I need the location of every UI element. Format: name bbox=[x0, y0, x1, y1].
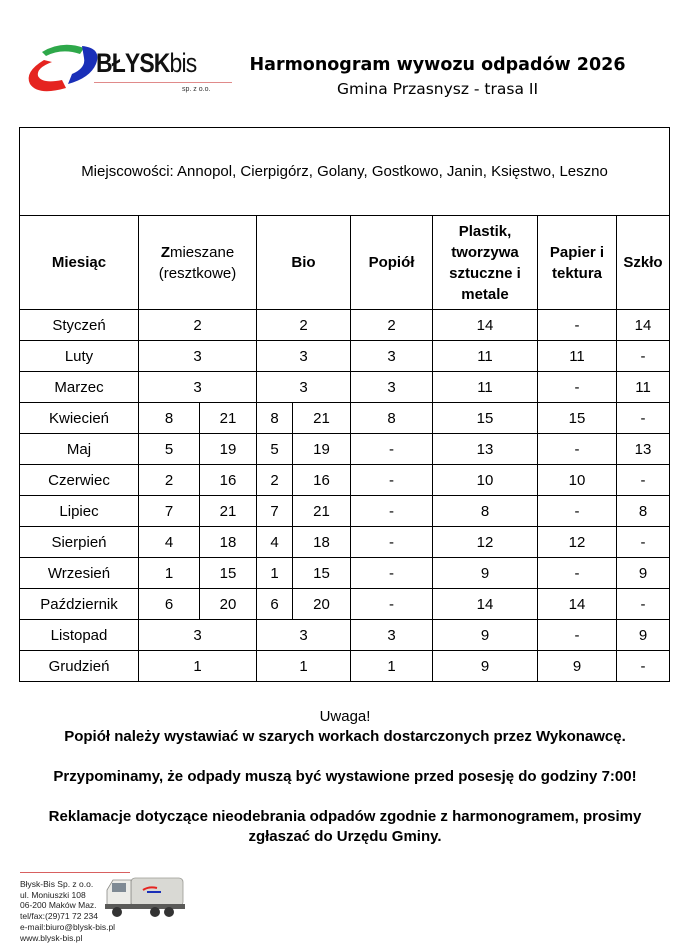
cell-mixed-2: 21 bbox=[200, 496, 257, 527]
cell-paper: - bbox=[538, 496, 617, 527]
cell-bio-1: 6 bbox=[257, 589, 293, 620]
cell-paper: - bbox=[538, 434, 617, 465]
cell-bio-1: 7 bbox=[257, 496, 293, 527]
cell-mixed-2: 20 bbox=[200, 589, 257, 620]
cell-plastic: 14 bbox=[433, 310, 538, 341]
cell-glass: 13 bbox=[617, 434, 670, 465]
cell-glass: 14 bbox=[617, 310, 670, 341]
complaints-note-line2: zgłaszać do Urzędu Gminy. bbox=[248, 828, 442, 845]
cell-bio-1: 4 bbox=[257, 527, 293, 558]
cell-month: Czerwiec bbox=[20, 465, 139, 496]
cell-mixed: 2 bbox=[139, 310, 257, 341]
cell-paper: 12 bbox=[538, 527, 617, 558]
cell-ash: 2 bbox=[351, 310, 433, 341]
cell-month: Październik bbox=[20, 589, 139, 620]
cell-bio-1: 5 bbox=[257, 434, 293, 465]
ash-note: Popiół należy wystawiać w szarych workach dostarczonych przez Wykonawcę. bbox=[64, 728, 626, 745]
cell-paper: 10 bbox=[538, 465, 617, 496]
cell-paper: 15 bbox=[538, 403, 617, 434]
cell-glass: - bbox=[617, 527, 670, 558]
cell-plastic: 10 bbox=[433, 465, 538, 496]
cell-plastic: 12 bbox=[433, 527, 538, 558]
cell-month: Grudzień bbox=[20, 651, 139, 682]
cell-glass: 9 bbox=[617, 620, 670, 651]
footer-website: www.blysk-bis.pl bbox=[20, 932, 83, 943]
cell-glass: - bbox=[617, 651, 670, 682]
cell-paper: 14 bbox=[538, 589, 617, 620]
cell-bio: 2 bbox=[257, 310, 351, 341]
company-footer bbox=[0, 862, 220, 947]
cell-mixed-1: 7 bbox=[139, 496, 200, 527]
footer-email: e-mail:biuro@blysk-bis.pl bbox=[20, 921, 116, 932]
logo-wordmark: BŁYSKbis bbox=[96, 48, 197, 78]
cell-ash: 8 bbox=[351, 403, 433, 434]
table-row bbox=[20, 558, 670, 589]
logo-swoosh-icon bbox=[22, 42, 102, 102]
cell-mixed-1: 4 bbox=[139, 527, 200, 558]
page-title: Harmonogram wywozu odpadów 2026 bbox=[249, 55, 626, 75]
page-subtitle: Gmina Przasnysz - trasa II bbox=[336, 80, 539, 98]
header-mixed: Zmieszane (resztkowe) bbox=[139, 216, 257, 310]
cell-plastic: 9 bbox=[433, 558, 538, 589]
table-row bbox=[20, 496, 670, 527]
cell-paper: - bbox=[538, 558, 617, 589]
table-row bbox=[20, 620, 670, 651]
header-ash: Popiół bbox=[351, 216, 433, 310]
cell-mixed-2: 15 bbox=[200, 558, 257, 589]
footer-company: Błysk-Bis Sp. z o.o. bbox=[20, 879, 94, 889]
cell-mixed-1: 1 bbox=[139, 558, 200, 589]
cell-month: Kwiecień bbox=[20, 403, 139, 434]
cell-glass: - bbox=[617, 589, 670, 620]
footer-contact bbox=[20, 879, 115, 943]
cell-bio: 3 bbox=[257, 341, 351, 372]
cell-paper: - bbox=[538, 310, 617, 341]
cell-mixed-2: 21 bbox=[200, 403, 257, 434]
header-plastic: Plastik, tworzywa sztuczne i metale bbox=[433, 216, 538, 310]
cell-mixed-2: 19 bbox=[200, 434, 257, 465]
header-glass: Szkło bbox=[617, 216, 670, 310]
cell-month: Lipiec bbox=[20, 496, 139, 527]
cell-month: Sierpień bbox=[20, 527, 139, 558]
table-row bbox=[20, 341, 670, 372]
cell-bio: 3 bbox=[257, 620, 351, 651]
cell-glass: 11 bbox=[617, 372, 670, 403]
cell-mixed-1: 8 bbox=[139, 403, 200, 434]
cell-glass: 9 bbox=[617, 558, 670, 589]
cell-ash: - bbox=[351, 465, 433, 496]
table-row bbox=[20, 372, 670, 403]
cell-mixed-2: 16 bbox=[200, 465, 257, 496]
cell-plastic: 15 bbox=[433, 403, 538, 434]
cell-bio-2: 18 bbox=[293, 527, 351, 558]
cell-month: Maj bbox=[20, 434, 139, 465]
cell-plastic: 13 bbox=[433, 434, 538, 465]
cell-plastic: 11 bbox=[433, 341, 538, 372]
table-row bbox=[20, 651, 670, 682]
logo-legal-form: sp. z o.o. bbox=[182, 86, 211, 93]
cell-ash: - bbox=[351, 589, 433, 620]
cell-bio: 3 bbox=[257, 372, 351, 403]
table-row bbox=[20, 589, 670, 620]
cell-mixed-2: 18 bbox=[200, 527, 257, 558]
cell-mixed: 3 bbox=[139, 341, 257, 372]
cell-bio-1: 2 bbox=[257, 465, 293, 496]
table-row bbox=[20, 434, 670, 465]
cell-bio-2: 16 bbox=[293, 465, 351, 496]
cell-mixed-1: 2 bbox=[139, 465, 200, 496]
reminder-note: Przypominamy, że odpady muszą być wystawione przed posesję do godziny 7:00! bbox=[53, 768, 637, 785]
cell-mixed: 1 bbox=[139, 651, 257, 682]
cell-plastic: 9 bbox=[433, 620, 538, 651]
table-row bbox=[20, 403, 670, 434]
table-row bbox=[20, 310, 670, 341]
cell-month: Wrzesień bbox=[20, 558, 139, 589]
cell-plastic: 14 bbox=[433, 589, 538, 620]
cell-ash: - bbox=[351, 527, 433, 558]
header-month: Miesiąc bbox=[20, 216, 139, 310]
cell-bio-1: 1 bbox=[257, 558, 293, 589]
cell-mixed-1: 6 bbox=[139, 589, 200, 620]
cell-ash: 3 bbox=[351, 620, 433, 651]
header-row bbox=[20, 216, 670, 310]
cell-mixed: 3 bbox=[139, 372, 257, 403]
cell-glass: 8 bbox=[617, 496, 670, 527]
cell-plastic: 11 bbox=[433, 372, 538, 403]
complaints-note-line1: Reklamacje dotyczące nieodebrania odpadów zgodnie z harmonogramem, prosimy bbox=[48, 808, 642, 825]
table-row bbox=[20, 527, 670, 558]
cell-month: Marzec bbox=[20, 372, 139, 403]
cell-month: Luty bbox=[20, 341, 139, 372]
logo-underline bbox=[94, 82, 232, 83]
cell-paper: 11 bbox=[538, 341, 617, 372]
cell-bio-2: 21 bbox=[293, 403, 351, 434]
schedule-table bbox=[19, 127, 670, 682]
cell-ash: 1 bbox=[351, 651, 433, 682]
header-bio: Bio bbox=[257, 216, 351, 310]
places-cell: Miejscowości: Annopol, Cierpigórz, Golany, Gostkowo, Janin, Księstwo, Leszno bbox=[20, 128, 670, 216]
cell-bio-2: 15 bbox=[293, 558, 351, 589]
cell-month: Styczeń bbox=[20, 310, 139, 341]
cell-bio-2: 19 bbox=[293, 434, 351, 465]
cell-plastic: 8 bbox=[433, 496, 538, 527]
notes-heading: Uwaga! bbox=[319, 708, 371, 725]
cell-ash: 3 bbox=[351, 372, 433, 403]
footer-street: ul. Moniuszki 108 bbox=[20, 889, 86, 900]
cell-plastic: 9 bbox=[433, 651, 538, 682]
cell-bio-2: 21 bbox=[293, 496, 351, 527]
garbage-truck-icon bbox=[103, 872, 188, 922]
cell-bio-2: 20 bbox=[293, 589, 351, 620]
cell-ash: 3 bbox=[351, 341, 433, 372]
company-logo bbox=[22, 42, 247, 102]
cell-mixed: 3 bbox=[139, 620, 257, 651]
notes-section bbox=[15, 707, 675, 847]
cell-glass: - bbox=[617, 341, 670, 372]
cell-paper: - bbox=[538, 372, 617, 403]
cell-glass: - bbox=[617, 465, 670, 496]
cell-paper: 9 bbox=[538, 651, 617, 682]
cell-glass: - bbox=[617, 403, 670, 434]
cell-paper: - bbox=[538, 620, 617, 651]
footer-phone: tel/fax:(29)71 72 234 bbox=[20, 911, 98, 922]
cell-bio-1: 8 bbox=[257, 403, 293, 434]
header-paper: Papier i tektura bbox=[538, 216, 617, 310]
cell-ash: - bbox=[351, 558, 433, 589]
cell-ash: - bbox=[351, 496, 433, 527]
cell-mixed-1: 5 bbox=[139, 434, 200, 465]
cell-ash: - bbox=[351, 434, 433, 465]
cell-month: Listopad bbox=[20, 620, 139, 651]
cell-bio: 1 bbox=[257, 651, 351, 682]
table-row bbox=[20, 465, 670, 496]
footer-city: 06-200 Maków Maz. bbox=[20, 900, 97, 911]
